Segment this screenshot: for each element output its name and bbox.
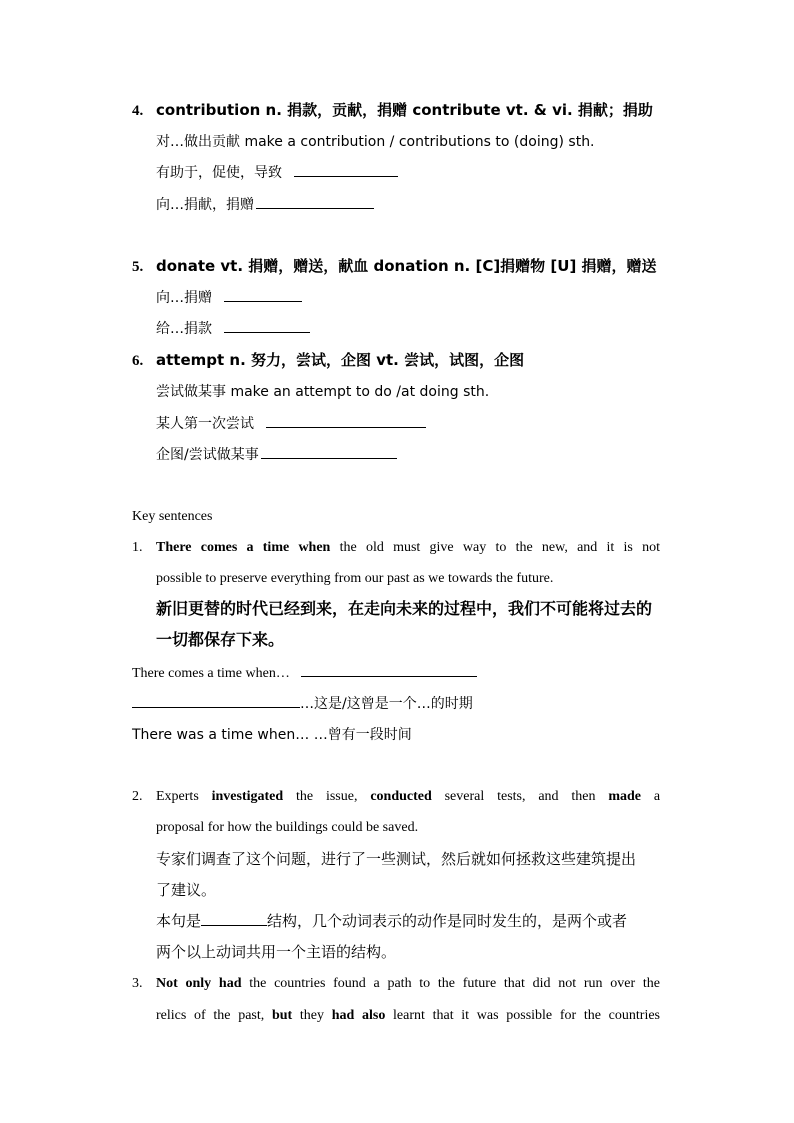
sentence-2-translation-line-1: 专家们调查了这个问题，进行了一些测试，然后就如何拯救这些建筑提出 bbox=[156, 850, 637, 868]
vocab-item-5-line-1 bbox=[156, 287, 302, 308]
sentence-text: the old must give way to the new, and it is not bbox=[339, 540, 661, 555]
vocab-item-5-heading bbox=[132, 256, 657, 277]
sentence-1-translation-line-1: 新旧更替的时代已经到来，在走向未来的过程中，我们不可能将过去的 bbox=[156, 599, 653, 618]
answer-blank[interactable] bbox=[261, 444, 397, 459]
sentence-number: 2. bbox=[132, 789, 143, 804]
sentence-number: 1. bbox=[132, 540, 143, 555]
item-number: 5. bbox=[132, 259, 144, 275]
sentence-text: several tests, and then bbox=[444, 789, 596, 804]
pattern-text: There comes a time when… bbox=[132, 666, 290, 681]
sentence-text: they bbox=[299, 1008, 324, 1023]
line-label: 有助于，促使，导致 bbox=[156, 165, 282, 181]
sentence-1-line-2: possible to preserve everything from our past as we towards the future. bbox=[156, 571, 554, 586]
answer-blank[interactable] bbox=[266, 413, 426, 428]
vocab-item-4-line-1: 对…做出贡献 make a contribution / contributions to (doing) sth. bbox=[156, 134, 595, 150]
line-label: 向…捐献，捐赠 bbox=[156, 197, 254, 213]
bold-word: made bbox=[608, 789, 641, 804]
line-label: 给…捐款 bbox=[156, 321, 212, 337]
sentence-2-line-2: proposal for how the buildings could be saved. bbox=[156, 820, 419, 835]
answer-blank[interactable] bbox=[224, 318, 310, 333]
sentence-text: relics of the past, bbox=[156, 1008, 265, 1023]
answer-blank[interactable] bbox=[301, 662, 477, 677]
sentence-2-note-line-1 bbox=[156, 911, 627, 931]
vocab-item-6-heading bbox=[132, 350, 524, 371]
bold-phrase: Not only had bbox=[156, 976, 242, 991]
sentence-2-translation-line-2: 了建议。 bbox=[156, 881, 217, 899]
bold-word: but bbox=[271, 1008, 293, 1023]
sentence-2-line-1 bbox=[132, 787, 660, 807]
vocab-item-6-line-1: 尝试做某事 make an attempt to do /at doing sth. bbox=[156, 384, 490, 400]
item-number: 6. bbox=[132, 353, 144, 369]
sentence-2-note-line-2: 两个以上动词共用一个主语的结构。 bbox=[156, 943, 397, 961]
vocab-item-4-heading bbox=[132, 100, 653, 121]
bold-phrase: There comes a time when bbox=[156, 540, 331, 555]
line-label: 某人第一次尝试 bbox=[156, 416, 254, 432]
heading-text: contribution n. 捐款，贡献，捐赠 contribute vt. & vi. 捐献；捐助 bbox=[156, 101, 653, 119]
note-text: 结构，几个动词表示的动作是同时发生的，是两个或者 bbox=[267, 912, 628, 930]
answer-blank[interactable] bbox=[224, 287, 302, 302]
pattern-2 bbox=[132, 693, 473, 714]
sentence-3-line-1 bbox=[132, 974, 660, 994]
vocab-item-4-line-3 bbox=[156, 194, 374, 215]
sentence-number: 3. bbox=[132, 976, 143, 991]
heading-text: donate vt. 捐赠，赠送，献血 donation n. [C]捐赠物 [U] 捐赠，赠送 bbox=[156, 257, 657, 275]
sentence-1-line-1 bbox=[132, 538, 660, 558]
bold-phrase: had also bbox=[331, 1008, 386, 1023]
vocab-item-6-line-3 bbox=[156, 444, 397, 465]
answer-blank[interactable] bbox=[201, 911, 267, 926]
sentence-1-translation-line-2: 一切都保存下来。 bbox=[156, 630, 285, 649]
heading-text: attempt n. 努力，尝试，企图 vt. 尝试，试图，企图 bbox=[156, 351, 525, 369]
vocab-item-5-line-2 bbox=[156, 318, 310, 339]
pattern-text: …这是/这曾是一个…的时期 bbox=[300, 696, 473, 712]
vocab-item-6-line-2 bbox=[156, 413, 426, 434]
answer-blank[interactable] bbox=[294, 162, 398, 177]
sentence-text: Experts bbox=[156, 789, 199, 804]
note-text: 本句是 bbox=[156, 912, 202, 930]
bold-word: investigated bbox=[211, 789, 284, 804]
vocab-item-4-line-2 bbox=[156, 162, 398, 183]
bold-word: conducted bbox=[370, 789, 432, 804]
answer-blank[interactable] bbox=[132, 693, 300, 708]
line-label: 企图/尝试做某事 bbox=[156, 447, 259, 463]
sentence-text: the countries found a path to the future that did not run over the bbox=[249, 976, 660, 991]
item-number: 4. bbox=[132, 103, 144, 119]
answer-blank[interactable] bbox=[256, 194, 374, 209]
sentence-text: a bbox=[653, 789, 661, 804]
sentence-text: learnt that it was possible for the countries bbox=[393, 1008, 660, 1023]
sentence-3-line-2 bbox=[156, 1006, 660, 1026]
pattern-3: There was a time when… …曾有一段时间 bbox=[132, 727, 412, 743]
line-label: 向…捐赠 bbox=[156, 290, 212, 306]
pattern-1 bbox=[132, 662, 477, 684]
sentence-text: the issue, bbox=[296, 789, 358, 804]
key-sentences-title: Key sentences bbox=[132, 509, 213, 524]
